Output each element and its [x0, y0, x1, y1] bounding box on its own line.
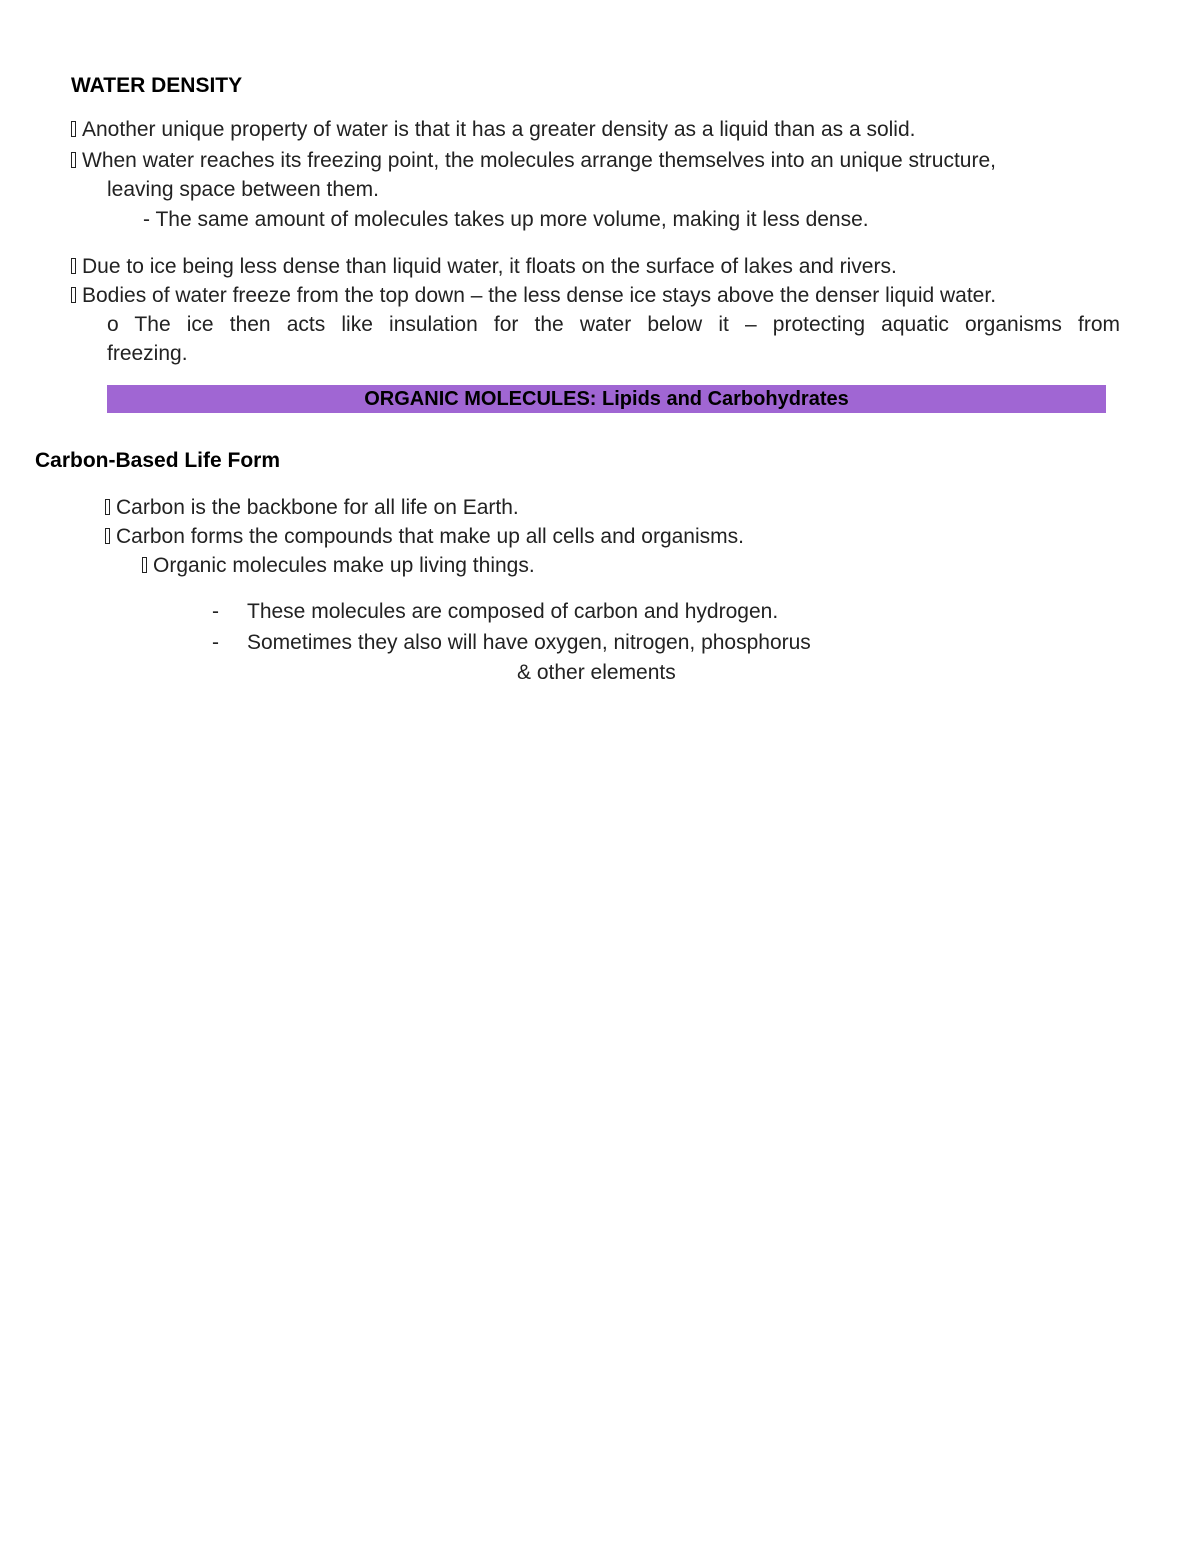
- bullet-box-icon: [71, 287, 76, 303]
- carbon-dash-1: These molecules are composed of carbon and hydrogen.: [247, 600, 779, 623]
- bullet-box-icon: [71, 258, 76, 274]
- bullet-box-icon: [105, 499, 110, 515]
- water-density-heading: WATER DENSITY: [71, 74, 243, 97]
- carbon-dash-2-continued: & other elements: [517, 661, 676, 684]
- water-density-bullet-1: Another unique property of water is that it has a greater density as a liquid than as a solid.: [71, 117, 916, 143]
- carbon-bullet-2: Carbon forms the compounds that make up all cells and organisms.: [105, 524, 744, 550]
- dash-marker-2: -: [212, 631, 219, 654]
- water-density-sub-point-2-continued: freezing.: [107, 342, 188, 365]
- carbon-bullet-3: Organic molecules make up living things.: [142, 553, 535, 579]
- water-density-sub-point-1: - The same amount of molecules takes up more volume, making it less dense.: [143, 208, 869, 231]
- carbon-bullet-1: Carbon is the backbone for all life on Earth.: [105, 495, 519, 521]
- section-banner-title: ORGANIC MOLECULES: Lipids and Carbohydrates: [364, 387, 849, 410]
- bullet-box-icon: [105, 528, 110, 544]
- water-density-bullet-4: Bodies of water freeze from the top down – the less dense ice stays above the denser liquid water.: [71, 283, 996, 309]
- carbon-dash-2: Sometimes they also will have oxygen, nitrogen, phosphorus: [247, 631, 811, 654]
- dash-marker-1: -: [212, 600, 219, 623]
- water-density-bullet-2-continued: leaving space between them.: [107, 178, 380, 201]
- carbon-section-heading: Carbon-Based Life Form: [35, 449, 281, 472]
- water-density-bullet-2: When water reaches its freezing point, the molecules arrange themselves into an unique structure,: [71, 148, 996, 174]
- section-banner: [107, 385, 1106, 413]
- bullet-box-icon: [142, 557, 147, 573]
- bullet-box-icon: [71, 121, 76, 137]
- water-density-sub-point-2: o The ice then acts like insulation for the water below it – protecting aquatic organisms from: [107, 313, 1120, 336]
- water-density-bullet-3: Due to ice being less dense than liquid water, it floats on the surface of lakes and rivers.: [71, 254, 897, 280]
- bullet-box-icon: [71, 152, 76, 168]
